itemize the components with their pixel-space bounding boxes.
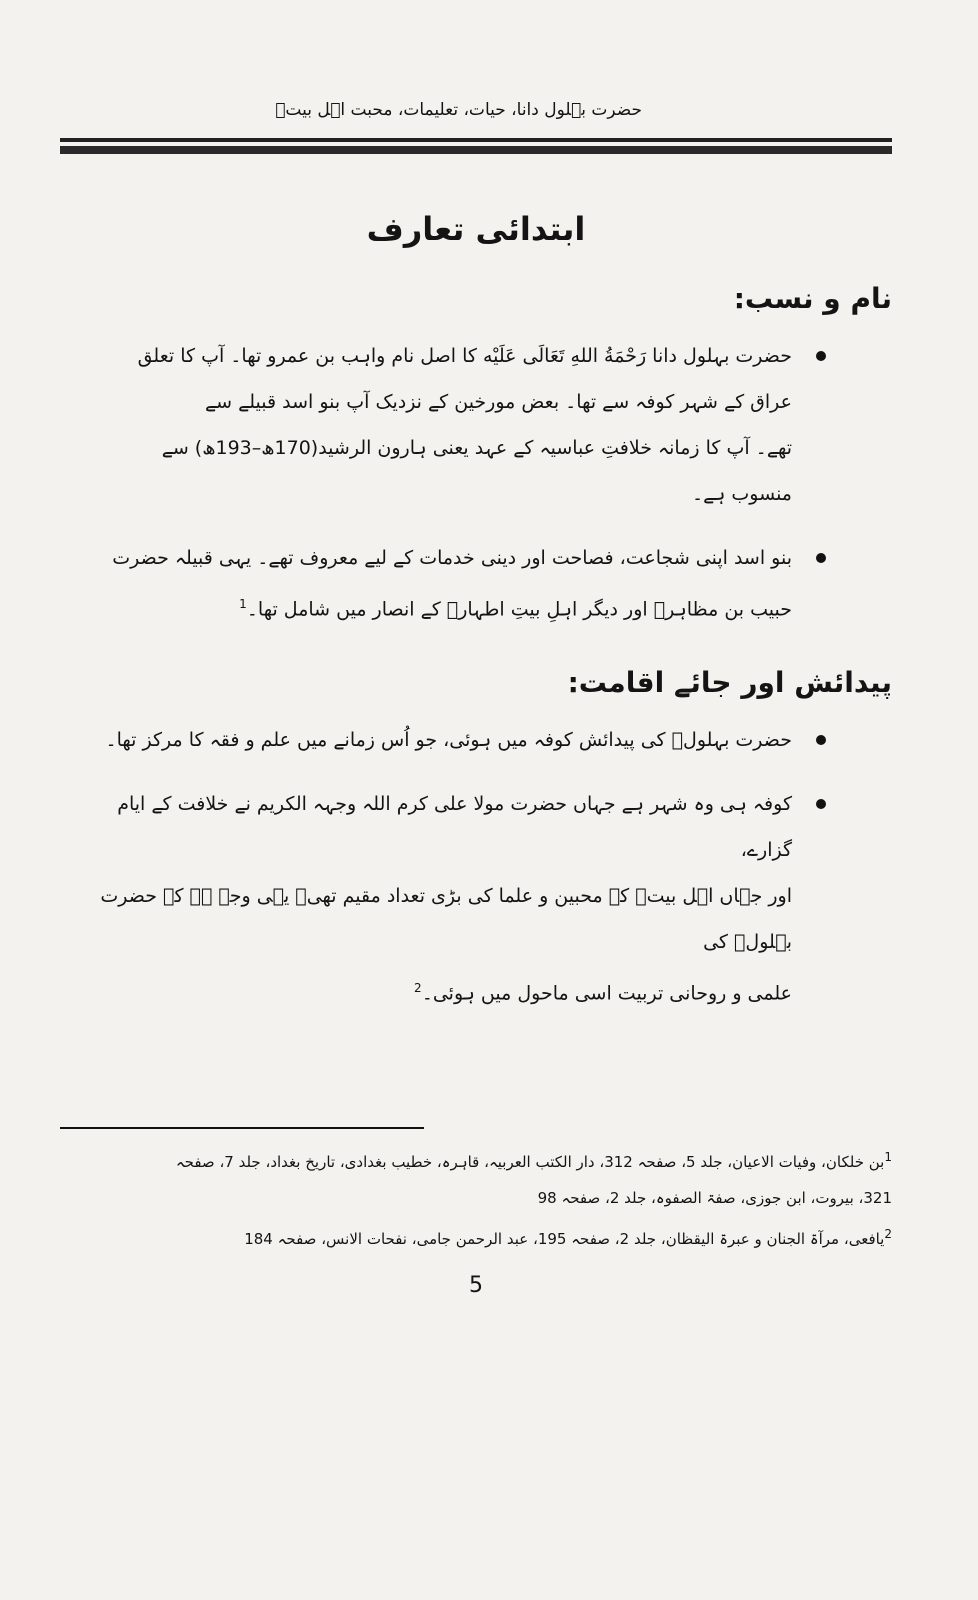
paragraph-line: عراق کے شہر کوفہ سے تھا۔ بعض مورخین کے نزدیک آپ بنو اسد قبیلے سے [205, 391, 792, 413]
paragraph-line [60, 965, 792, 1016]
footnote-number: 2 [884, 1226, 892, 1241]
footnote-separator [60, 1127, 424, 1129]
paragraph-line: بنو اسد اپنی شجاعت، فصاحت اور دینی خدمات کے لیے معروف تھے۔ یہی قبیلہ حضرت [112, 547, 792, 569]
bullet-item [60, 781, 792, 1016]
footnote-text: بن خلکان، وفیات الاعیان، جلد 5، صفحہ 312، دار الکتب العربیہ، قاہرہ، خطیب بغدادی، تاریخ بغداد، جلد 7، صفحہ [175, 1152, 885, 1171]
paragraph-line: کوفہ ہی وہ شہر ہے جہاں حضرت مولا علی کرم اللہ وجہہ الکریم نے خلافت کے ایام گزارے، [117, 793, 792, 862]
footnote-text: یافعی، مرآۃ الجنان و عبرۃ الیقظان، جلد 2، صفحہ 195، عبد الرحمن جامی، نفحات الانس، صفحہ 184 [244, 1229, 885, 1248]
bullet-item [60, 717, 792, 763]
bullet-icon [816, 553, 826, 563]
bullet-icon [816, 735, 826, 745]
paragraph-line: حضرت بہلولؒ کی پیدائش کوفہ میں ہوئی، جو اُس زمانے میں علم و فقہ کا مرکز تھا۔ [105, 729, 792, 752]
header-rule-thin [60, 138, 892, 142]
paragraph-text: حبیب بن مظاہرؓ اور دیگر اہلِ بیتِ اطہارؑ کے انصار میں شامل تھا۔ [246, 598, 792, 621]
footnote-number: 1 [884, 1149, 892, 1164]
paragraph-line: تھے۔ آپ کا زمانہ خلافتِ عباسیہ کے عہد یعنی ہارون الرشید(170ھ–193ھ) سے [161, 437, 792, 459]
footnote-2 [60, 1216, 892, 1257]
header-rule-thick [60, 146, 892, 154]
bullet-item [60, 333, 792, 517]
chapter-title: ابتدائی تعارف [366, 210, 586, 248]
bullet-item [60, 535, 792, 632]
paragraph-line: منسوب ہے۔ [691, 483, 792, 505]
running-header: حضرت بہلول دانا، حیات، تعلیمات، محبت اہل بیتؑ [275, 100, 642, 120]
footnotes [60, 1139, 892, 1257]
bullet-icon [816, 351, 826, 361]
section-heading-birth: پیدائش اور جائے اقامت: [567, 666, 892, 700]
page-number: 5 [469, 1272, 483, 1298]
bullet-icon [816, 799, 826, 809]
paragraph-text: علمی و روحانی تربیت اسی ماحول میں ہوئی۔ [421, 982, 792, 1005]
section-heading-lineage: نام و نسب: [733, 282, 892, 315]
paragraph-line: اور جہاں اہل بیتؑ کے محبین و علما کی بڑی تعداد مقیم تھی۔ یہی وجہ ہے کہ حضرت بہلولؒ کی [100, 885, 792, 954]
paragraph-line: حضرت بہلول دانا رَحْمَةُ اللهِ تَعَالَى عَلَيْه کا اصل نام واہب بن عمرو تھا۔ آپ کا تعلق [137, 345, 792, 367]
footnote-1 [60, 1139, 892, 1180]
footnote-ref[interactable]: 1 [239, 597, 247, 611]
footnote-ref[interactable]: 2 [414, 981, 422, 996]
footnote-1-cont: 321، بیروت، ابن جوزی، صفۃ الصفوہ، جلد 2، صفحہ 98 [537, 1188, 892, 1207]
paragraph-line [60, 581, 792, 632]
